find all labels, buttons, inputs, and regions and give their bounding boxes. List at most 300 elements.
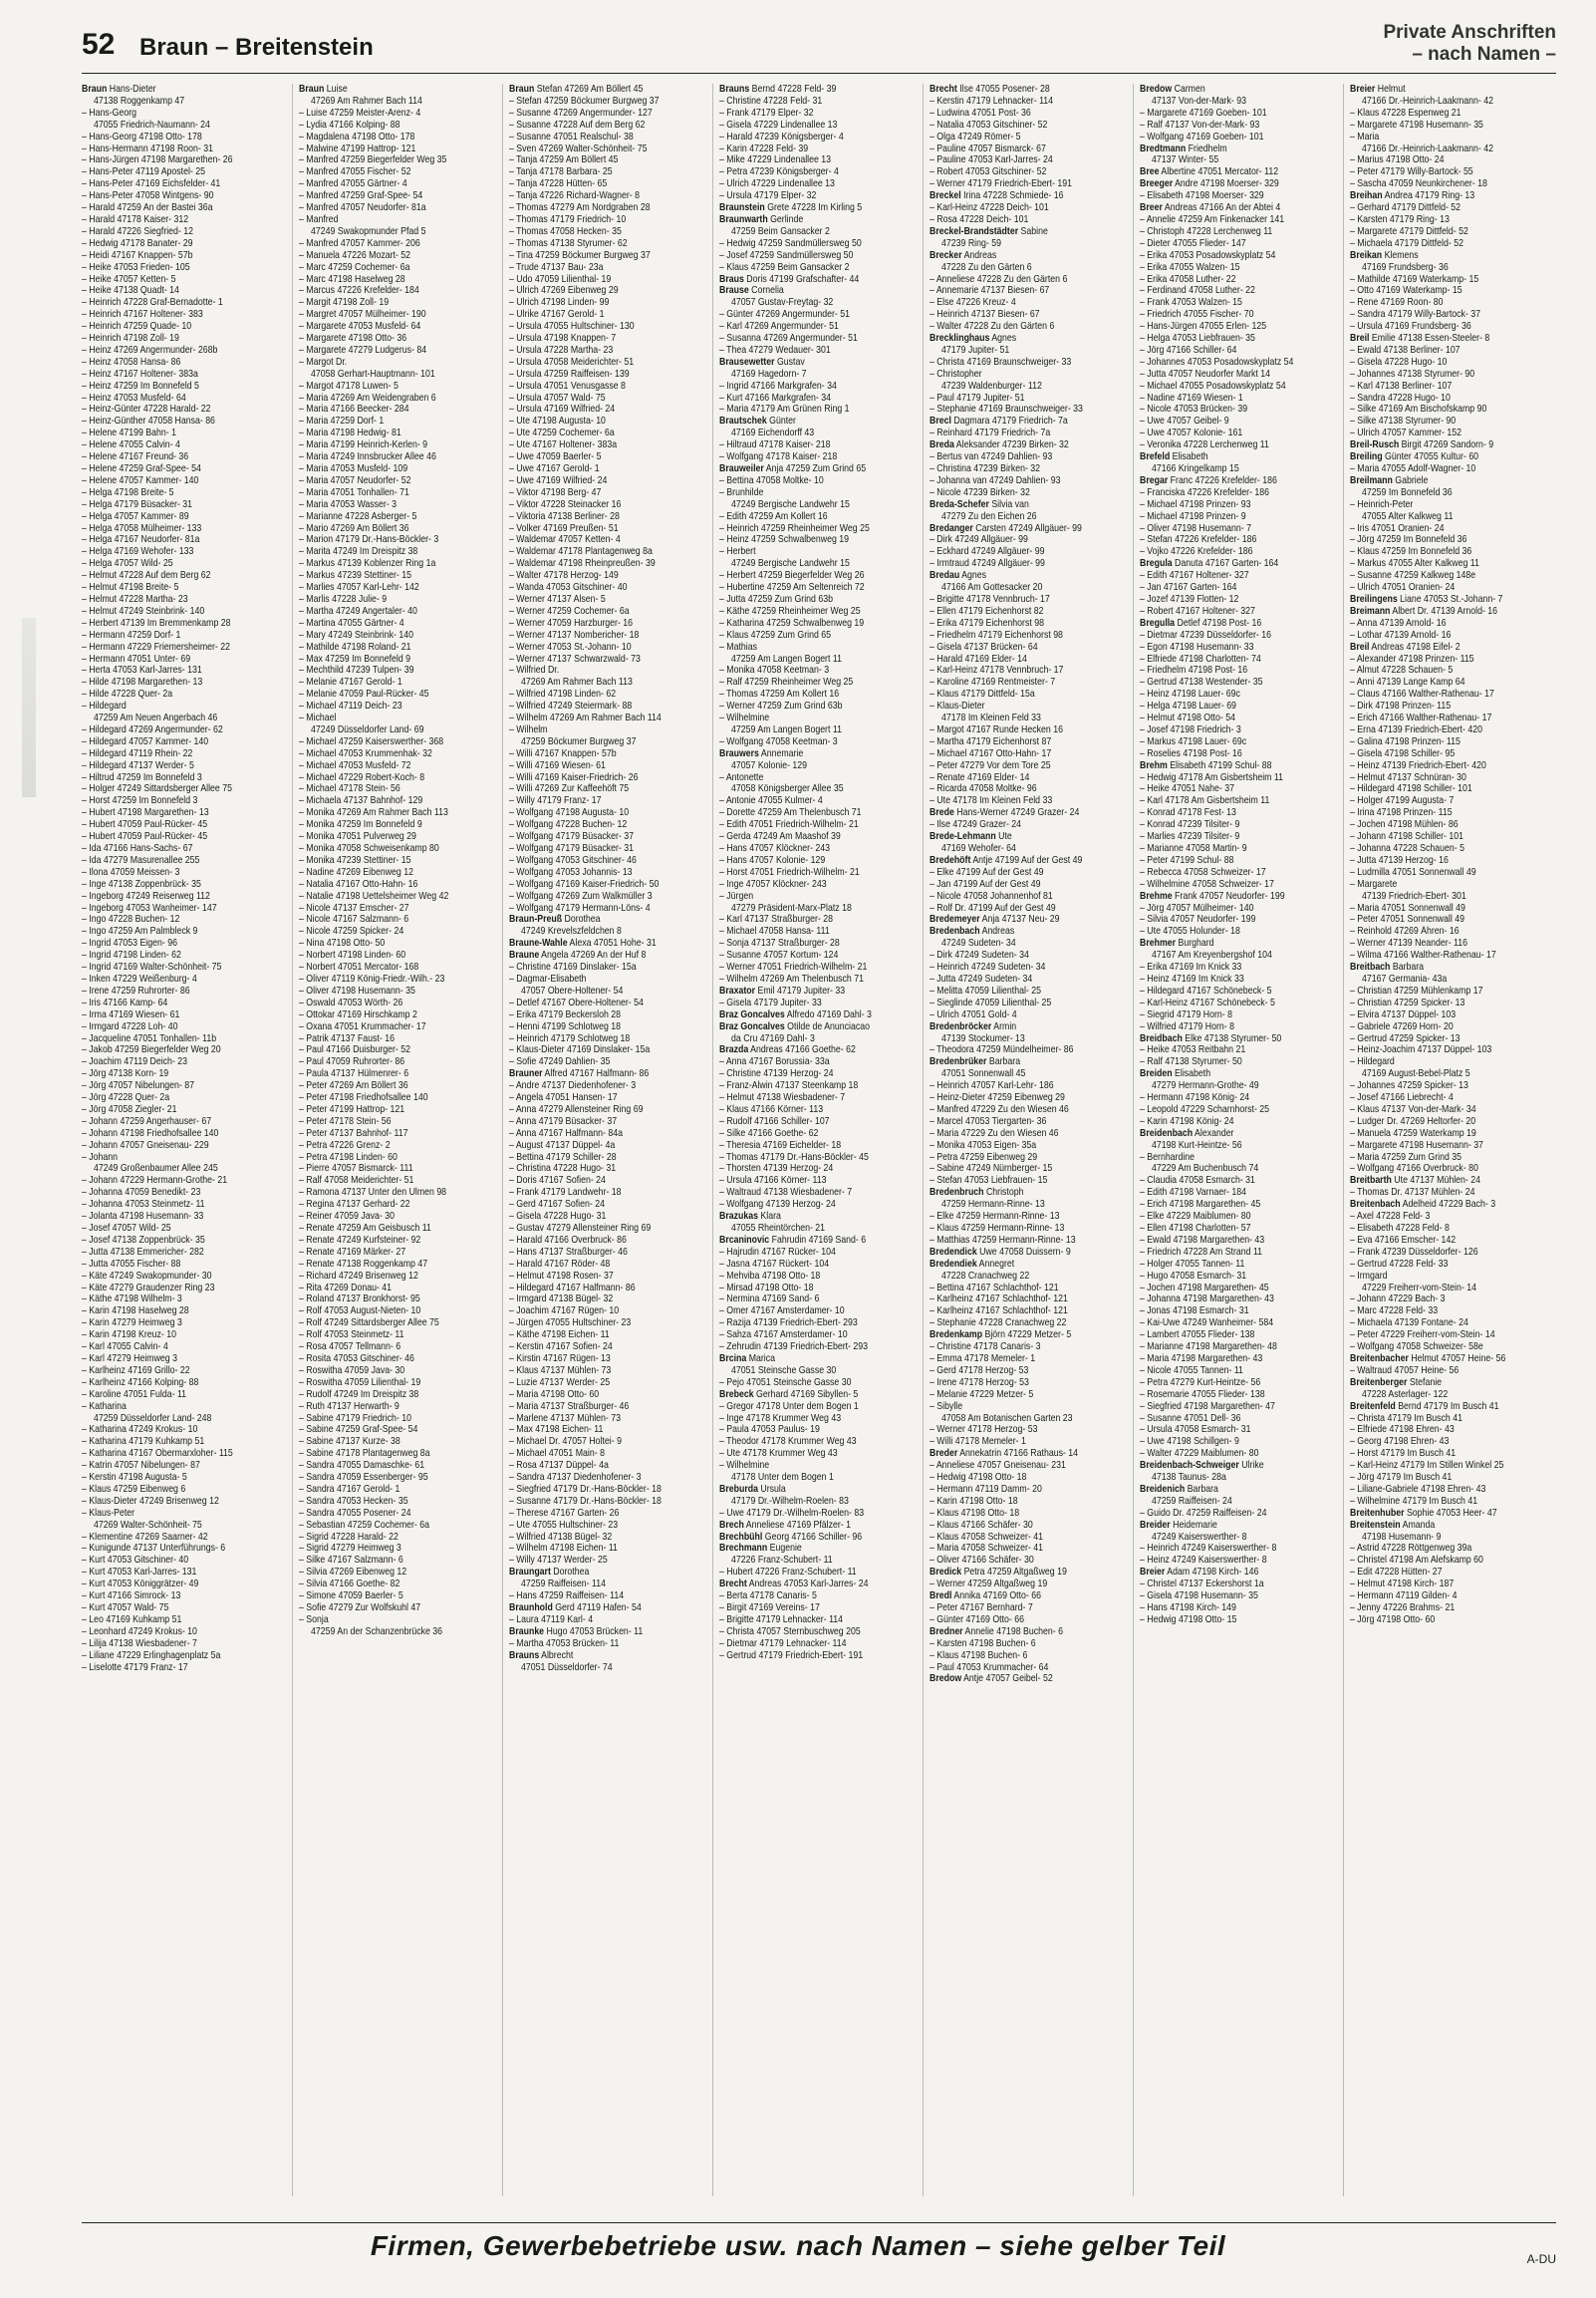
listing-entry <box>719 831 921 843</box>
surname: Bredow <box>1140 84 1173 95</box>
listing-entry <box>719 534 921 546</box>
listing-entry <box>299 594 500 606</box>
entry-text: – Rebecca 47058 Schweizer- 17 <box>1140 866 1266 878</box>
entry-text: – Holger 47199 Augusta- 7 <box>1350 795 1455 807</box>
entry-text: – Laura 47119 Karl- 4 <box>509 1613 594 1625</box>
listing-entry <box>1350 96 1553 108</box>
listing-entry <box>1350 1104 1551 1116</box>
listing-entry <box>299 1602 500 1614</box>
entry-text: Elisabeth <box>1172 1068 1211 1080</box>
listing-entry <box>509 1044 710 1056</box>
listing-entry <box>1350 855 1551 867</box>
listing-entry <box>719 428 923 439</box>
entry-text: – Hubert 47059 Paul-Rücker- 45 <box>82 831 208 843</box>
entry-text: Albrecht <box>539 1649 574 1661</box>
entry-text: – Marlis 47228 Julie- 9 <box>299 593 388 605</box>
surname: Brehmer <box>1140 938 1177 950</box>
listing-entry <box>1350 1211 1551 1223</box>
listing-entry <box>299 558 500 570</box>
entry-text: 47249 Großenbaumer Allee 245 <box>94 1163 218 1175</box>
entry-text: – Reinhard 47179 Friedrich- 7a <box>930 428 1051 439</box>
listing-entry <box>509 1247 710 1259</box>
listing-entry <box>1140 1520 1341 1532</box>
listing-entry <box>82 1567 283 1579</box>
entry-text: – Ute 47198 Augusta- 10 <box>509 416 606 428</box>
entry-text: – Christel 47198 Am Alefskamp 60 <box>1350 1555 1483 1567</box>
entry-text: – Maria <box>1350 131 1380 143</box>
surname: Bredanger <box>930 522 973 534</box>
entry-text: – Nadine 47169 Wiesen- 1 <box>1140 392 1243 404</box>
listing-entry <box>1140 594 1341 606</box>
entry-text: 47228 Asterlager- 122 <box>1362 1388 1449 1400</box>
listing-entry <box>930 1175 1131 1187</box>
entry-text: – Harald 47167 Röder- 48 <box>509 1258 611 1270</box>
entry-text: – Christopher <box>930 368 982 380</box>
entry-text: Dagmara 47179 Friedrich- 7a <box>950 416 1068 428</box>
entry-text: Andreas 47053 Karl-Jarres- 24 <box>746 1579 869 1590</box>
entry-text: Liane 47053 St.-Johann- 7 <box>1397 593 1503 605</box>
entry-text: – Martina 47055 Gärtner- 4 <box>299 617 404 629</box>
listing-entry <box>719 250 921 262</box>
listing-entry <box>299 962 500 974</box>
listing-entry <box>82 713 292 724</box>
listing-entry <box>299 250 500 262</box>
entry-text: – Jacqueline 47051 Tonhallen- 11b <box>82 1032 217 1044</box>
listing-entry <box>299 84 500 96</box>
listing-entry <box>509 677 712 689</box>
entry-text: – Siegrid 47179 Horn- 8 <box>1140 1008 1233 1020</box>
listing-entry <box>299 1543 500 1555</box>
entry-text: – Jörg 47259 Im Bonnefeld 36 <box>1350 534 1467 546</box>
listing-entry <box>82 570 283 582</box>
entry-text: Helmut 47057 Heine- 56 <box>1408 1352 1506 1364</box>
listing-entry <box>82 1353 283 1365</box>
entry-text: – Karl 47279 Heimweg 3 <box>82 1352 177 1364</box>
entry-text: – Kai-Uwe 47249 Wanheimer- 584 <box>1140 1317 1274 1329</box>
surname: Brefeld <box>1140 451 1171 463</box>
entry-text: Emilie 47138 Essen-Steeler- 8 <box>1369 333 1490 345</box>
entry-text: Carsten 47249 Allgäuer- 99 <box>972 522 1082 534</box>
entry-text: – Michaela 47139 Fontane- 24 <box>1350 1317 1468 1329</box>
entry-text: – Nicole 47239 Birken- 32 <box>930 486 1030 498</box>
binding-mark <box>22 618 36 797</box>
entry-text: – Roswitha 47059 Java- 30 <box>299 1364 405 1376</box>
entry-text: – Helene 47167 Freund- 36 <box>82 451 189 463</box>
listing-entry <box>1350 274 1551 286</box>
entry-text: – Thomas 47058 Hecken- 35 <box>509 225 622 237</box>
entry-text: – Josef 47198 Friedrich- 3 <box>1140 723 1241 735</box>
entry-text: – Wilma 47166 Walther-Rathenau- 17 <box>1350 950 1496 962</box>
listing-entry <box>930 321 1131 333</box>
listing-entry <box>930 1247 1131 1259</box>
entry-text: 47269 Am Rahmer Bach 114 <box>311 95 422 107</box>
listing-entry <box>299 1175 500 1187</box>
listing-entry <box>1140 630 1341 642</box>
listing-entry <box>1350 1579 1551 1590</box>
surname: Braz Goncalves <box>719 1008 785 1020</box>
entry-text: – Maria 47166 Beecker- 284 <box>299 404 409 416</box>
entry-text: – Edith 47167 Holtener- 327 <box>1140 570 1249 582</box>
entry-text: – Hildegard 47057 Kammer- 140 <box>82 735 209 747</box>
entry-text: Gerhard 47169 Sibyllen- 5 <box>753 1388 859 1400</box>
listing-entry <box>299 214 500 226</box>
entry-text: – Thomas 47259 Am Kollert 16 <box>719 689 840 701</box>
listing-entry <box>930 1235 1131 1247</box>
listing-entry <box>1350 190 1551 202</box>
listing-entry <box>930 855 1131 867</box>
surname: Braunke <box>509 1625 545 1637</box>
listing-entry <box>1140 1329 1341 1341</box>
entry-text: Björn 47229 Metzer- 5 <box>982 1329 1072 1341</box>
entry-text: – Rolf 47053 Steinmetz- 11 <box>299 1329 404 1341</box>
entry-text: – Marcus 47226 Krefelder- 184 <box>299 285 419 297</box>
entry-text: – Wilfried 47249 Steiermark- 88 <box>509 701 633 713</box>
entry-text: – Willi 47169 Wiesen- 61 <box>509 759 606 771</box>
listing-entry <box>930 546 1131 558</box>
listing-entry <box>509 986 712 998</box>
entry-text: – Helene 47259 Graf-Spee- 54 <box>82 463 201 474</box>
entry-text: – Jochen 47198 Margarethen- 45 <box>1140 1282 1269 1293</box>
entry-text: – Michael 47053 Krummenhak- 32 <box>299 747 432 759</box>
entry-text: – Jonas 47198 Esmarch- 31 <box>1140 1305 1249 1317</box>
listing-entry <box>719 262 921 274</box>
entry-text: – Reiner 47059 Java- 30 <box>299 1211 395 1223</box>
entry-text: – Christa 47169 Braunschweiger- 33 <box>930 356 1072 368</box>
listing-entry <box>509 1614 710 1626</box>
surname: Brebeck <box>719 1388 754 1400</box>
entry-text: – Wilhelm <box>509 723 548 735</box>
listing-entry <box>1350 1520 1551 1532</box>
entry-text: – Renate 47138 Roggenkamp 47 <box>299 1258 428 1270</box>
entry-text: – Ingo 47259 Am Palmbleck 9 <box>82 926 198 938</box>
entry-text: – Doris 47167 Sofien- 24 <box>509 1175 606 1187</box>
listing-entry <box>82 1650 283 1662</box>
entry-text: – Theodor 47178 Krummer Weg 43 <box>719 1436 857 1448</box>
listing-entry <box>1140 178 1341 190</box>
entry-text: – Sabine 47137 Kurze- 38 <box>299 1436 400 1448</box>
listing-entry <box>82 1140 283 1152</box>
entry-text: 47239 Ring- 59 <box>941 237 1001 249</box>
entry-text: – Hubert 47198 Margarethen- 13 <box>82 807 209 819</box>
entry-text: – Jan 47199 Auf der Gest 49 <box>930 878 1041 890</box>
listing-entry <box>299 1389 500 1401</box>
entry-text: – Kurt 47057 Wald- 75 <box>82 1602 169 1613</box>
listing-entry <box>82 463 283 475</box>
listing-entry <box>1140 783 1341 795</box>
listing-entry <box>719 807 921 819</box>
entry-text: Hans-Dieter <box>107 84 156 95</box>
entry-text: 47249 Sudeten- 34 <box>941 938 1016 950</box>
listing-entry <box>719 1235 921 1247</box>
listing-entry <box>299 1271 500 1283</box>
listing-entry <box>719 1341 921 1353</box>
listing-entry <box>1140 807 1341 819</box>
listing-entry <box>1350 891 1553 903</box>
surname: Bredau <box>930 570 960 582</box>
entry-text: – Sofie 47279 Zur Wolfskuhl 47 <box>299 1602 421 1613</box>
listing-entry <box>509 1033 710 1045</box>
listing-entry <box>930 1293 1131 1305</box>
listing-entry <box>719 1187 921 1199</box>
listing-column <box>502 84 712 2196</box>
listing-entry <box>1350 321 1551 333</box>
listing-entry <box>930 1199 1133 1211</box>
entry-text: – Helmut 47228 Martha- 23 <box>82 593 188 605</box>
listing-entry <box>930 1068 1133 1080</box>
listing-entry <box>1140 1211 1341 1223</box>
entry-text: – Petra 47279 Kurt-Heintze- 56 <box>1140 1376 1261 1388</box>
listing-entry <box>1350 724 1551 736</box>
entry-text: – Petra 47198 Linden- 60 <box>299 1151 398 1163</box>
entry-text: – Margarete 47198 Otto- 36 <box>299 333 407 345</box>
entry-text: 47055 Rheintörchen- 21 <box>731 1223 826 1234</box>
entry-text: – Jozef 47139 Flotten- 12 <box>1140 593 1239 605</box>
listing-entry <box>509 594 710 606</box>
listing-entry <box>719 238 921 250</box>
entry-text: – Werner 47059 Harzburger- 16 <box>509 617 634 629</box>
listing-entry <box>1350 713 1551 724</box>
listing-entry <box>299 1009 500 1021</box>
entry-text: – Ursula 47169 Frundsberg- 36 <box>1350 321 1471 333</box>
entry-text: – Heike 47057 Ketten- 5 <box>82 273 176 285</box>
entry-text: – Mechthild 47239 Tulpen- 39 <box>299 665 414 677</box>
listing-entry <box>1350 1235 1551 1247</box>
listing-entry <box>930 1271 1133 1283</box>
entry-text: – Irene 47178 Herzog- 53 <box>930 1376 1029 1388</box>
listing-entry <box>1350 1365 1551 1377</box>
entry-text: – Sebastian 47259 Cochemer- 6a <box>299 1519 430 1531</box>
listing-entry <box>1350 1329 1551 1341</box>
entry-text: 47057 Gustav-Freytag- 32 <box>731 297 834 309</box>
entry-text: – Werner 47137 Nombericher- 18 <box>509 629 640 641</box>
listing-entry <box>299 1413 500 1425</box>
entry-text: – Werner 47137 Schwarzwald- 73 <box>509 653 641 665</box>
listing-entry <box>1140 381 1341 393</box>
entry-text: – Ursula 47166 Körner- 113 <box>719 1175 827 1187</box>
entry-text: – Werner 47139 Neander- 116 <box>1350 938 1468 950</box>
entry-text: – Dietmar 47239 Düsseldorfer- 16 <box>1140 629 1271 641</box>
listing-entry <box>299 1116 500 1128</box>
entry-text: – Wilhelmine 47058 Schweizer- 17 <box>1140 878 1274 890</box>
listing-entry <box>1140 1187 1341 1199</box>
listing-entry <box>82 1413 292 1425</box>
listing-entry <box>1350 831 1551 843</box>
listing-entry <box>719 546 921 558</box>
listing-entry <box>719 903 923 915</box>
listing-entry <box>509 238 710 250</box>
entry-text: – Thea 47279 Wedauer- 301 <box>719 344 831 356</box>
listing-entry <box>930 748 1131 760</box>
listing-entry <box>299 783 500 795</box>
listing-entry <box>509 1650 710 1662</box>
entry-text: 47166 Dr.-Heinrich-Laakmann- 42 <box>1362 95 1494 107</box>
entry-text: – Rudolf 47166 Schiller- 107 <box>719 1115 830 1127</box>
listing-entry <box>930 451 1131 463</box>
entry-text: – Johanna 47053 Steinmetz- 11 <box>82 1199 205 1211</box>
listing-entry <box>1350 654 1551 666</box>
entry-text: – Kerstin 47179 Lehnacker- 114 <box>930 95 1054 107</box>
entry-text: – Michaela 47179 Dittfeld- 52 <box>1350 237 1463 249</box>
listing-entry <box>1140 238 1341 250</box>
listing-entry <box>719 1223 923 1235</box>
listing-entry <box>1350 1413 1551 1425</box>
entry-text: – Karl-Heinz 47167 Schönebeck- 5 <box>1140 997 1275 1008</box>
entry-text: – Dieter 47055 Flieder- 147 <box>1140 237 1246 249</box>
listing-entry <box>299 1377 500 1389</box>
entry-text: – Harald 47259 An der Bastei 36a <box>82 202 213 214</box>
entry-text: – Michael 47119 Deich- 23 <box>299 701 402 713</box>
listing-entry <box>299 1199 500 1211</box>
listing-entry <box>82 1152 283 1164</box>
surname: Bredenbruch <box>930 1187 984 1199</box>
listing-entry <box>930 369 1131 381</box>
entry-text: – Paul 47166 Duisburger- 52 <box>299 1044 411 1056</box>
surname: Breda <box>930 439 954 451</box>
entry-text: – Karin 47228 Feld- 39 <box>719 143 809 154</box>
entry-text: Helmut <box>1375 84 1406 95</box>
listing-entry <box>509 487 710 499</box>
listing-entry <box>509 1187 710 1199</box>
entry-text: da Cru 47169 Dahl- 3 <box>731 1032 815 1044</box>
entry-text: – Michaela 47137 Bahnhof- 129 <box>299 795 423 807</box>
entry-text: Andreas <box>979 926 1015 938</box>
entry-text: – Hildegard 47137 Werder- 5 <box>82 759 194 771</box>
entry-text: Ilse 47055 Posener- 28 <box>956 84 1050 95</box>
entry-text: – Hilde 47198 Margarethen- 13 <box>82 677 203 689</box>
entry-text: – Ottokar 47169 Hirschkamp 2 <box>299 1008 417 1020</box>
entry-text: – Karlheinz 47169 Grillo- 22 <box>82 1364 190 1376</box>
listing-entry <box>299 642 500 654</box>
entry-text: – Thomas 47279 Am Nordgraben 28 <box>509 202 651 214</box>
listing-entry <box>1140 511 1341 523</box>
listing-entry <box>719 309 921 321</box>
listing-entry <box>82 654 283 666</box>
listing-entry <box>930 404 1131 416</box>
listing-entry <box>930 523 1131 535</box>
listing-entry <box>299 416 500 428</box>
entry-text: – Gertrud 47179 Friedrich-Ebert- 191 <box>719 1649 864 1661</box>
entry-text: – Werner 47051 Friedrich-Wilhelm- 21 <box>719 962 868 974</box>
listing-entry <box>1140 654 1341 666</box>
listing-entry <box>1140 144 1341 155</box>
entry-text: 47279 Präsident-Marx-Platz 18 <box>731 902 852 914</box>
entry-text: – Walter 47178 Herzog- 149 <box>509 570 619 582</box>
listing-entry <box>930 677 1131 689</box>
entry-text: 47167 Am Kreyenbergshof 104 <box>1152 950 1272 962</box>
listing-entry <box>719 1389 921 1401</box>
entry-text: – Klementine 47269 Saarner- 42 <box>82 1531 208 1543</box>
entry-text: – Magdalena 47198 Otto- 178 <box>299 131 415 143</box>
entry-text: 47249 Düsseldorfer Land- 69 <box>311 723 424 735</box>
listing-entry <box>930 1033 1133 1045</box>
entry-text: – Konrad 47239 Tilsiter- 9 <box>1140 819 1240 831</box>
listing-entry <box>509 950 710 962</box>
listing-entry <box>509 1211 710 1223</box>
entry-text: – Thomas 47179 Friedrich- 10 <box>509 213 627 225</box>
entry-text: – Inge 47138 Zoppenbrück- 35 <box>82 878 201 890</box>
listing-entry <box>509 132 710 144</box>
entry-text: – Ingrid 47166 Markgrafen- 34 <box>719 380 837 392</box>
entry-text: – Jasna 47167 Rückert- 104 <box>719 1258 830 1270</box>
surname: Breimann <box>1350 605 1391 617</box>
entry-text: – Rene 47169 Roon- 80 <box>1350 297 1444 309</box>
listing-entry <box>82 867 283 879</box>
entry-text: – Siegfried 47179 Dr.-Hans-Böckler- 18 <box>509 1483 662 1495</box>
entry-text: – Jolanta 47198 Husemann- 33 <box>82 1211 204 1223</box>
entry-text: – Nicole 47058 Johannenhof 81 <box>930 890 1053 902</box>
entry-text: – Christa 47179 Im Busch 41 <box>1350 1412 1463 1424</box>
entry-text: – Liliane 47229 Erlinghagenplatz 5a <box>82 1649 221 1661</box>
listing-entry <box>930 1543 1131 1555</box>
listing-entry <box>1350 546 1551 558</box>
listing-entry <box>1350 974 1553 986</box>
listing-entry <box>719 178 921 190</box>
entry-text: – Helmut 47198 Otto- 54 <box>1140 713 1235 724</box>
listing-entry <box>509 1199 710 1211</box>
surname: Braun <box>299 84 325 95</box>
entry-text: – Manfred 47259 Biegerfelder Weg 35 <box>299 154 447 166</box>
entry-text: 47249 Swakopmunder Pfad 5 <box>311 225 426 237</box>
entry-text: – Erna 47139 Friedrich-Ebert- 420 <box>1350 723 1482 735</box>
listing-entry <box>719 381 921 393</box>
entry-text: – Waldemar 47178 Plantagenweg 8a <box>509 546 653 558</box>
entry-text: – Michael 47259 Kaiserswerther- 368 <box>299 735 444 747</box>
listing-entry <box>930 772 1131 784</box>
entry-text: – Friedrich 47228 Am Strand 11 <box>1140 1246 1263 1258</box>
surname: Breitenbacher <box>1350 1352 1409 1364</box>
listing-entry <box>719 1056 921 1068</box>
entry-text: – Nicole 47053 Brücken- 39 <box>1140 404 1248 416</box>
listing-entry <box>1350 1271 1551 1283</box>
listing-entry <box>82 178 283 190</box>
listing-entry <box>1350 309 1551 321</box>
listing-entry <box>930 108 1131 120</box>
entry-text: – Erich 47198 Margarethen- 45 <box>1140 1199 1261 1211</box>
entry-text: – Antonie 47055 Kulmer- 4 <box>719 795 823 807</box>
listing-entry <box>82 1187 283 1199</box>
listing-entry <box>930 475 1131 487</box>
entry-text: – Monika 47053 Eigen- 35a <box>930 1139 1037 1151</box>
listing-entry <box>930 843 1133 855</box>
listing-entry <box>82 309 283 321</box>
listing-entry <box>509 1520 710 1532</box>
listing-entry <box>930 1152 1131 1164</box>
listing-entry <box>1350 1044 1551 1056</box>
listing-entry <box>1350 926 1551 938</box>
entry-text: – Josef 47259 Sandmüllersweg 50 <box>719 249 854 261</box>
entry-text: – Elke 47199 Auf der Gest 49 <box>930 866 1044 878</box>
listing-entry <box>299 226 502 238</box>
entry-text: – Karlheinz 47167 Schlachthof- 121 <box>930 1305 1068 1317</box>
entry-text: – Manfred 47055 Gärtner- 4 <box>299 178 407 190</box>
listing-entry <box>509 154 710 166</box>
listing-entry <box>82 1602 283 1614</box>
listing-entry <box>930 1163 1131 1175</box>
entry-text: – Helga 47057 Wild- 25 <box>82 558 173 570</box>
entry-text: – Ida 47166 Hans-Sachs- 67 <box>82 843 193 854</box>
surname: Bredtmann <box>1140 143 1187 154</box>
listing-entry <box>719 867 921 879</box>
listing-entry <box>299 772 500 784</box>
surname: Breitbach <box>1350 962 1391 974</box>
entry-text: – Katrin 47057 Nibelungen- 87 <box>82 1460 200 1472</box>
listing-entry <box>299 321 500 333</box>
listing-entry <box>1140 1152 1341 1164</box>
listing-entry <box>1140 1283 1341 1294</box>
listing-entry <box>1350 499 1551 511</box>
listing-entry <box>509 1341 710 1353</box>
listing-entry <box>930 250 1131 262</box>
